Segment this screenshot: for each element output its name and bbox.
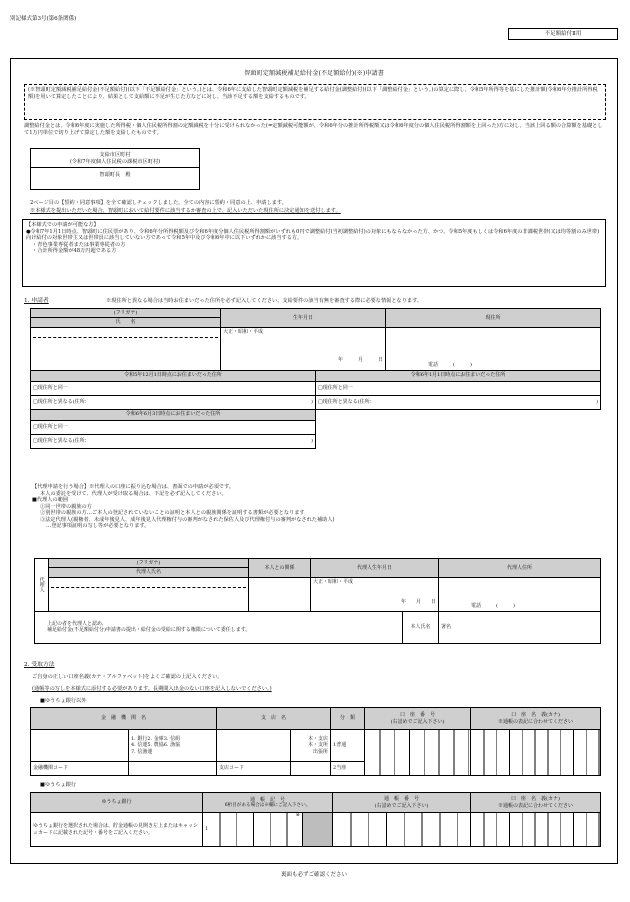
r6-diff-checkbox[interactable] [316, 395, 601, 409]
proxy-dob-header: 代理人生年月日 [311, 559, 439, 578]
yucho-holder-label: 口 座 名 義(カナ) [511, 796, 560, 803]
r5-diff-checkbox[interactable] [31, 395, 316, 409]
proxy-phone-label: 電話 ( ) [471, 603, 515, 610]
r6b-diff-label: □現住所と異なる(住所： [33, 437, 90, 444]
section1-title: 1. 申請者 [24, 298, 49, 304]
furigana-header: (フリガナ) [31, 309, 221, 318]
r6-diff-label: □現住所と異なる(住所： [318, 398, 375, 405]
proxy-line3: ■代理人の範囲 [32, 497, 69, 503]
account-number-header [365, 708, 471, 730]
proxy-line6: ③法定代理人(親権者、未成年後見人、成年後見人代理権付与の審判がなされた保佐人及び代理権付与の審判がなされた補助人) [40, 516, 335, 523]
yucho-holder-field[interactable] [471, 813, 601, 847]
account-type-header: 分 類 [331, 708, 365, 730]
yucho-number-label: 通 帳 番 号 [383, 796, 419, 803]
principal-name-label: 本人氏名 [403, 611, 439, 643]
bank-name-header: 金 融 機 関 名 [31, 708, 217, 730]
proxy-relation-header: 本人との関係 [249, 559, 311, 578]
section2-note2 [32, 686, 272, 693]
principal-signature-field[interactable] [439, 611, 601, 643]
branch-code-label: 支店コード [217, 762, 291, 776]
form-type-tag: 不足額給付Ⅱ用 [508, 28, 618, 40]
proxy-relation-field[interactable] [249, 577, 311, 611]
yucho-section-title: ■ゆうちょ銀行 [40, 782, 77, 788]
yucho-sixth-digit-field[interactable] [303, 813, 333, 847]
intro-text: 調整給付金とは、令和6年度に実施した所得税・個人住民税所得割の定額減税を十分に受けられなかった(=定額減税可能額が、令和6年分の推計所得税額又は令和6年度分の個人住民税所得割額を上回った)方に対し、当該上回る額の合算額を基礎として1万円単位で切り上げて算定した額を支給したものです。 [24, 123, 603, 136]
eligibility-item1: ・青色事業専従者または事業専従者の方 [32, 241, 126, 248]
proxy-dob-field[interactable] [311, 577, 439, 611]
branch-type-options[interactable]: 本・支店 本・支所 出張所 [291, 730, 331, 762]
name-header: 氏 名 [31, 318, 221, 327]
account-holder-field[interactable] [471, 730, 601, 776]
eligibility-title: 【本様式での申請が可能な方】 [26, 222, 99, 228]
proxy-furigana-header: (フリガナ) [49, 559, 249, 568]
r5-diff-close: ) [311, 398, 313, 405]
bank-name-field[interactable] [31, 730, 129, 762]
proxy-table [34, 558, 601, 644]
section1-note: ※現住所と異なる場合は当時お住まいだった住所を必ず記入してください。支給要件の該当有無を審査する際に必要な情報となります。 [106, 298, 423, 304]
addr-r6-header: 令和6年1月1日時点にお住まいだった住所 [316, 370, 601, 381]
dob-era: 大正・昭和・平成 [223, 328, 264, 335]
bank-code-label: 金融機関コード [31, 762, 129, 776]
form-title: 智頭町定額減税補足給付金(不足額給付)(※)申請書 [244, 70, 384, 77]
account-type-current[interactable]: 2当座 [331, 762, 365, 776]
proxy-line5: ②別世帯の親族の方…ご本人の登記されていないことの証明と本人との親族関係を証明する書類が必要となります [40, 510, 305, 516]
proxy-side-label: 代理人 [35, 559, 49, 612]
proxy-line2: 本人の委託を受けて、代理人が受け取る場合は、下記を必ず記入してください。 [40, 490, 227, 497]
section2-title: 2. 受取方法 [24, 662, 55, 668]
account-holder-sub: ※通帳の表記に合わせてください [498, 718, 574, 725]
yucho-symbol-field[interactable] [203, 813, 303, 847]
bank-section-title: ■ゆうちょ銀行以外 [40, 698, 87, 704]
pledge-note: ※本様式を提出いただいた場合、智頭町において給付要件に該当するか審査の上で、記入いただいた現住所に決定通知を送付します。 [30, 208, 341, 214]
proxy-address-field[interactable] [439, 577, 601, 611]
bank-table [30, 707, 601, 776]
r6b-diff-close: ) [311, 437, 313, 444]
proxy-line1: 【代理申請を行う場合】※代理人の口座に振り込む場合は、書面での申請が必須です。 [32, 484, 234, 490]
yucho-symbol-prefix: 1 [205, 826, 209, 833]
account-holder-label: 口 座 名 義(カナ) [511, 712, 560, 719]
r6-same-checkbox[interactable]: □現住所と同一 [316, 381, 601, 395]
yucho-number-header [333, 793, 471, 813]
form-number: 別記様式第3号(第6条関係) [10, 16, 77, 22]
account-holder-header [471, 708, 601, 730]
delegation-line1: 上記の者を代理人と認め、 [47, 620, 107, 627]
notice-box: (※智頭町定額減税補足給付金(不足額給付)(以下「不足額給付金」という。)とは、令和6年に支給した智頭町定額減税を補足する給付金(調整給付)(以下「調整給付金」という。)の算定に際し、令和5年所得等を基にした推計額(令和6年分推計所得税額)を用いて算定したことにより、結果として支給額に不足が生じた方などに対し、当該不足する額を支給するものです。 [24, 84, 606, 120]
r6b-diff-checkbox[interactable] [31, 434, 316, 448]
branch-code-field[interactable] [291, 762, 331, 776]
proxy-line7: …登記事項証明の写し等が必要となります。 [46, 523, 150, 529]
proxy-address-header: 代理人住所 [439, 559, 601, 578]
branch-name-field[interactable] [217, 730, 291, 762]
account-type-ordinary[interactable]: 1普通 [331, 730, 365, 762]
addressee-line3: 智頭町長 殿 [99, 172, 131, 178]
dob-ymd: 年 月 日 [338, 356, 384, 363]
address-header: 現住所 [386, 309, 601, 328]
addr-r6b-header: 令和6年6月3日時点にお住まいだった住所 [31, 409, 316, 420]
footer-note: 裏面も必ずご確認ください [280, 872, 347, 878]
applicant-table [30, 308, 601, 449]
proxy-dob-era: 大正・昭和・平成 [313, 578, 354, 585]
yucho-symbol-sub: 6桁目がある場合は※欄にご記入下さい。 [224, 802, 311, 808]
section2-note2-text: (通帳等の写しを本様式に添付する必要があります。長期間入出金のない口座を記入しないでください。) [32, 686, 272, 692]
yucho-symbol-label: 通 帳 記 号 [249, 796, 285, 803]
yucho-note: ゆうちょ銀行を選択された場合は、貯金通帳の見開き左上またはキャッシュカードに記載された記号・番号をご記入ください。 [31, 813, 203, 847]
proxy-line4: ①同一世帯の親族の方 [40, 503, 92, 510]
yucho-star-mark: ※ [295, 812, 300, 819]
yucho-holder-header [471, 793, 601, 813]
account-number-field[interactable] [365, 730, 471, 776]
delegation-line2: 補足給付金(不足額給付分)申請書の提出・給付金の受給に関する権限について委任します。 [47, 627, 251, 633]
addressee-box [30, 148, 200, 190]
section2-note1: ご自身の正しい口座名義(カナ・アルファベット)をよくご確認の上記入ください。 [32, 674, 223, 680]
eligibility-item2: ・合計所得金額が48万円超である方 [32, 248, 117, 254]
yucho-holder-sub: ※通帳の表記に合わせてください [497, 802, 573, 809]
proxy-name-header: 代理人氏名 [49, 568, 249, 577]
pledge-line: 2ページ目の【誓約・同意事項】を全て確認しチェックしました。全ての内容に誓約・同意の上、申請します。 [30, 200, 287, 206]
r6-diff-close: ) [596, 398, 599, 405]
yucho-number-sub: (右詰めでご記入下さい) [374, 802, 429, 809]
signature-label: 署名 [441, 623, 452, 630]
proxy-dob-ymd: 年 月 日 [401, 598, 437, 605]
account-number-sub: (右詰めでご記入下さい) [390, 718, 445, 725]
proxy-name-field[interactable] [49, 577, 249, 611]
r5-same-checkbox[interactable]: □現住所と同一 [31, 381, 316, 395]
bank-code-field[interactable] [129, 762, 217, 776]
eligibility-body: ●令和7年1月1日時点、智頭町に住民票があり、令和6年分所得税額及び令和6年度分個人住民税所得割額がいずれも0円で調整給付(当初調整給付)の対象にもならなかった方、かつ、令和5年度もしくは令和6年度の非課税世帯(又は均等割のみ世帯)向け給付の対象世帯主又は世帯員に該当していない方であって令和5年中及び令和6年中に以下いずれかに該当する方。 [26, 228, 600, 241]
branch-name-header: 支 店 名 [217, 708, 331, 730]
r5-diff-label: □現住所と異なる(住所： [33, 398, 90, 405]
r6b-same-checkbox[interactable]: □現住所と同一 [31, 420, 316, 434]
eligibility-box [22, 219, 606, 287]
dob-header: 生年月日 [221, 309, 386, 328]
account-number-label: 口 座 番 号 [400, 712, 436, 719]
addressee-line1: 支給市区町村 [99, 152, 131, 158]
yucho-number-field[interactable] [333, 813, 471, 847]
name-field[interactable] [31, 327, 221, 370]
proxy-instructions [32, 484, 335, 530]
bank-type-options[interactable]: 1. 銀行2. 金庫3. 信組 4. 信連5. 農協6. 漁協 7. 信漁連 [129, 730, 217, 762]
yucho-symbol-header [203, 793, 333, 813]
yucho-table [30, 792, 601, 847]
addr-r5-header: 令和5年12月1日時点にお住まいだった住所 [31, 370, 316, 381]
phone-label: 電話 ( ) [428, 362, 472, 369]
current-address-field[interactable] [386, 327, 601, 370]
yucho-header: ゆうちょ銀行 [31, 793, 203, 813]
addressee-line2: (令和7年度個人住民税の課税市区町村) [31, 159, 199, 169]
dob-field[interactable] [221, 327, 386, 370]
